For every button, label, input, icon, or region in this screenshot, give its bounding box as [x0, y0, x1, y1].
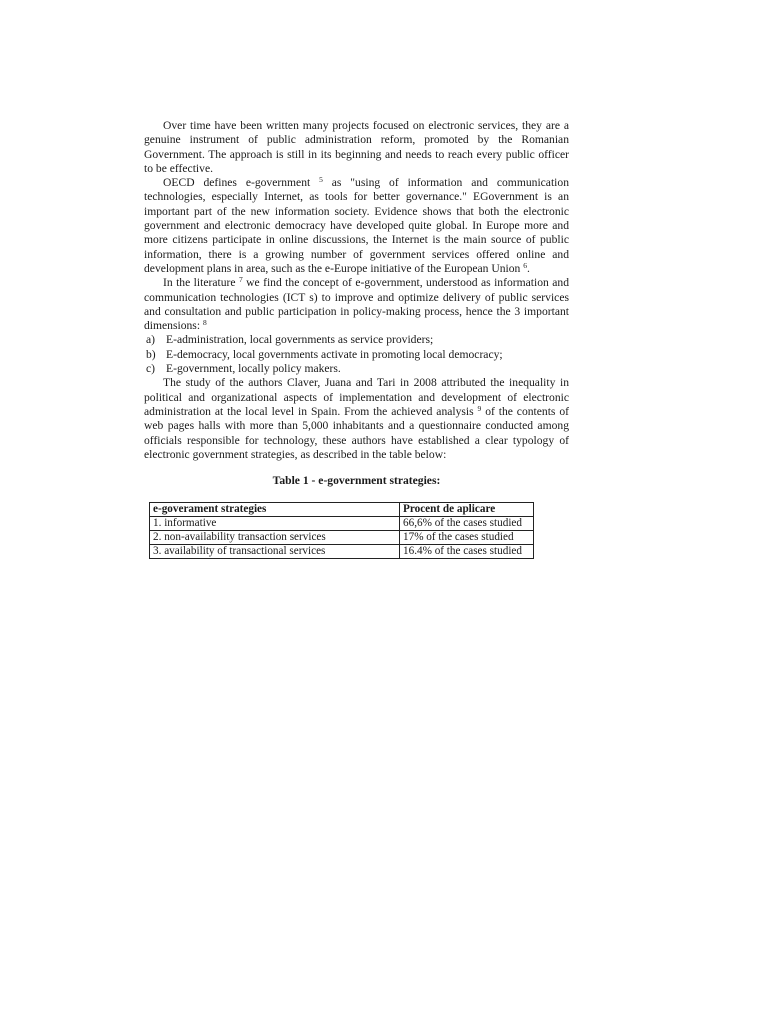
table-cell-strategy: 1. informative	[150, 517, 400, 531]
footnote-ref-7: 7	[238, 275, 243, 285]
list-item	[146, 348, 569, 362]
table-cell-percent: 66,6% of the cases studied	[400, 517, 534, 531]
paragraph-oecd-text-a: OECD defines e-government	[163, 176, 320, 190]
list-marker: c)	[146, 362, 156, 376]
list-item	[146, 333, 569, 347]
dimensions-list	[144, 333, 569, 376]
list-item-text: E-democracy, local governments activate in promoting local democracy;	[166, 347, 503, 361]
paragraph-oecd	[144, 176, 569, 276]
table-caption: Table 1 - e-government strategies:	[272, 474, 441, 488]
paragraph-literature-text-a: In the literature	[163, 276, 239, 290]
table-cell-strategy: 2. non-availability transaction services	[150, 531, 400, 545]
paragraph-oecd-text-b: as "using of information and communication technologies, especially Internet, as tools for better governance." EGovernment is an important part of the new information society. Evidence shows that both the electronic government and electronic democracy have developed quite global. In Europe more and more citizens participate in online discussions, the Internet is the main source of public information, there is a growing number of government services offered online and development plans in area, such as the e-Europe initiative of the European Union	[144, 176, 569, 275]
table-cell-percent: 17% of the cases studied	[400, 531, 534, 545]
paragraph-oecd-text-c: .	[527, 261, 530, 275]
column-header-percent: Procent de aplicare	[400, 503, 534, 517]
document-body	[144, 119, 569, 559]
table-cell-strategy: 3. availability of transactional services	[150, 545, 400, 559]
paragraph-intro-text: Over time have been written many projects focused on electronic services, they are a genuine instrument of public administration reform, promoted by the Romanian Government. The approach is still in its beginning and needs to reach every public officer to be effective.	[144, 119, 569, 175]
list-marker: b)	[146, 347, 156, 361]
strategies-table	[149, 502, 534, 559]
paragraph-literature-text-b: we find the concept of e-government, understood as information and communication technologies (ICT s) to improve and optimize delivery of public services and consultation and public participation in policy-making process, hence the 3 important dimensions:	[144, 276, 569, 333]
table-row	[150, 517, 534, 531]
table-row	[150, 531, 534, 545]
paragraph-study-text-a: The study of the authors Claver, Juana and Tari in 2008 attributed the inequality in political and organizational aspects of implementation and development of electronic administration at the local level in Spain. From the achieved analysis	[144, 376, 569, 418]
footnote-ref-8: 8	[202, 318, 207, 328]
paragraph-study-text-b: of the contents of web pages halls with more than 5,000 inhabitants and a questionnaire conducted among officials responsible for technology, these authors have established a clear typology of electronic government strategies, as described in the table below:	[144, 404, 569, 461]
table-header-row	[150, 503, 534, 517]
footnote-ref-5: 5	[319, 175, 323, 185]
list-marker: a)	[146, 333, 156, 347]
list-item	[146, 362, 569, 376]
column-header-strategies: e-goverament strategies	[150, 503, 400, 517]
table-row	[150, 545, 534, 559]
list-item-text: E-administration, local governments as service providers;	[166, 333, 434, 347]
paragraph-literature	[144, 276, 569, 333]
list-item-text: E-government, locally policy makers.	[166, 362, 341, 376]
footnote-ref-9: 9	[477, 403, 482, 413]
footnote-ref-6: 6	[523, 260, 527, 270]
paragraph-study	[144, 376, 569, 462]
table-cell-percent: 16.4% of the cases studied	[400, 545, 534, 559]
paragraph-intro	[144, 119, 569, 176]
